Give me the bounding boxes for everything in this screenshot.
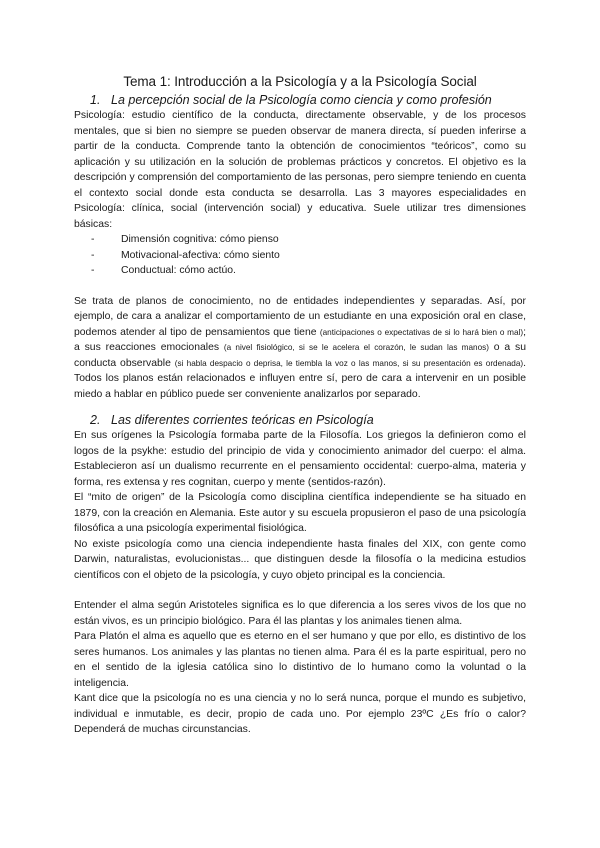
list-item-text: Motivacional-afectiva: cómo siento (121, 249, 280, 261)
section-2-paragraph-4: Entender el alma según Aristoteles significa es lo que diferencia a los seres vivos de los que no están vivos, es un principio biológico. Para él las plantas y los animales tienen alma. (74, 600, 526, 627)
section-1-paragraph-1: Psicología: estudio científico de la conducta, directamente observable, y de los procesos mentales, que si bien no siempre se pueden observar de manera directa, sí pueden inferirse a partir de la conducta. Comprende tanto la obtención de conocimientos “teóricos”, como su aplicación y su utilización en la solución de problemas prácticos y concretos. El objetivo es la descripción y comprensión del comportamiento de las personas, pero siempre teniendo en cuenta el contexto social donde esta conducta se desarrolla. Las 3 mayores especialidades en Psicología: clínica, social (intervención social) y educativa. Suele utilizar tres dimensiones básicas: (74, 110, 526, 230)
section-1-paragraph-2 (74, 294, 526, 403)
text-run: o a su conducta observable (74, 342, 526, 369)
note-behaviour: (si habla despacio o deprisa, le tiembla la voz o las manos, si su presentación es ordenada) (174, 358, 524, 368)
section-2-paragraph-5: Para Platón el alma es aquello que es eterno en el ser humano y que por ello, es distintivo de los seres humanos. Los animales y las plantas no tienen alma. Para él es la parte espiritual, pero no en el sentido de la iglesia católica sino lo distintivo de lo humano como la voluntad o la inteligencia. (74, 631, 526, 689)
section-2-paragraph-2: El “mito de origen” de la Psicología como disciplina científica independiente se ha situado en 1879, con la creación en Alemania. Este autor y su escuela propusieron el paso de una psicología filosófica a una psicología experimental fisiológica. (74, 492, 526, 534)
list-item-text: Dimensión cognitiva: cómo pienso (121, 234, 279, 245)
note-emotions: (a nivel fisiológico, si se le acelera el corazón, le sudan las manos) (223, 343, 489, 352)
document-title: Tema 1: Introducción a la Psicología y a la Psicología Social (123, 74, 477, 89)
section-1-heading-text: La percepción social de la Psicología como ciencia y como profesión (111, 93, 492, 107)
section-2-number: 2. (90, 413, 101, 427)
text-run: ; a sus reacciones emocionales (74, 326, 526, 353)
section-2-paragraph-3: No existe psicología como una ciencia independiente hasta finales del XIX, con gente como Darwin, naturalistas, evolucionistas... que distinguen desde la filosofía o la medicina estudios científicos con el objeto de la psicología, y cuyo objeto principal es la conciencia. (74, 538, 526, 581)
list-item-text: Conductual: cómo actúo. (121, 265, 236, 276)
dimensions-list (74, 232, 526, 279)
list-item: - Dimensión cognitiva: cómo pienso (91, 234, 279, 245)
document-content (74, 73, 526, 738)
text-run: Se trata de planos de conocimiento, no de entidades independientes y separadas. Así, por ejemplo, de cara a analizar el comportamiento de un estudiante en una exposición oral en clase, podemos atender al tipo de pensamientos que tiene (74, 295, 526, 338)
section-2-heading-text: Las diferentes corrientes teóricas en Psicología (111, 413, 374, 427)
section-2-paragraph-1: En sus orígenes la Psicología formaba parte de la Filosofía. Los griegos la definieron como el logos de la psykhe: estudio del principio de vida y conocimiento animador del cuerpo: el alma. Establecieron así un dualismo recurrente en el pensamiento occidental: cuerpo-alma, materia y forma, res extensa y res cognitan, cuerpo y mente (sentidos-razón). (74, 430, 526, 488)
section-1-heading (74, 92, 526, 108)
text-run: . Todos los planos están relacionados e influyen entre sí, pero de cara a intervenir en un posible miedo a hablar en público puede ser conveniente analizarlos por separado. (74, 357, 526, 400)
list-item: - Motivacional-afectiva: cómo siento (91, 249, 280, 261)
section-1-number: 1. (90, 93, 101, 107)
list-item: - Conductual: cómo actúo. (91, 265, 236, 276)
section-2-heading (74, 412, 526, 428)
section-2-paragraph-6: Kant dice que la psicología no es una ciencia y no lo será nunca, porque el mundo es subjetivo, individual e inmutable, es decir, propio de cada uno. Por ejemplo 23ºC ¿Es frío o calor? Dependerá de muchas circunstancias. (74, 693, 526, 735)
note-thoughts: (anticipaciones o expectativas de si lo hará bien o mal) (319, 327, 524, 337)
